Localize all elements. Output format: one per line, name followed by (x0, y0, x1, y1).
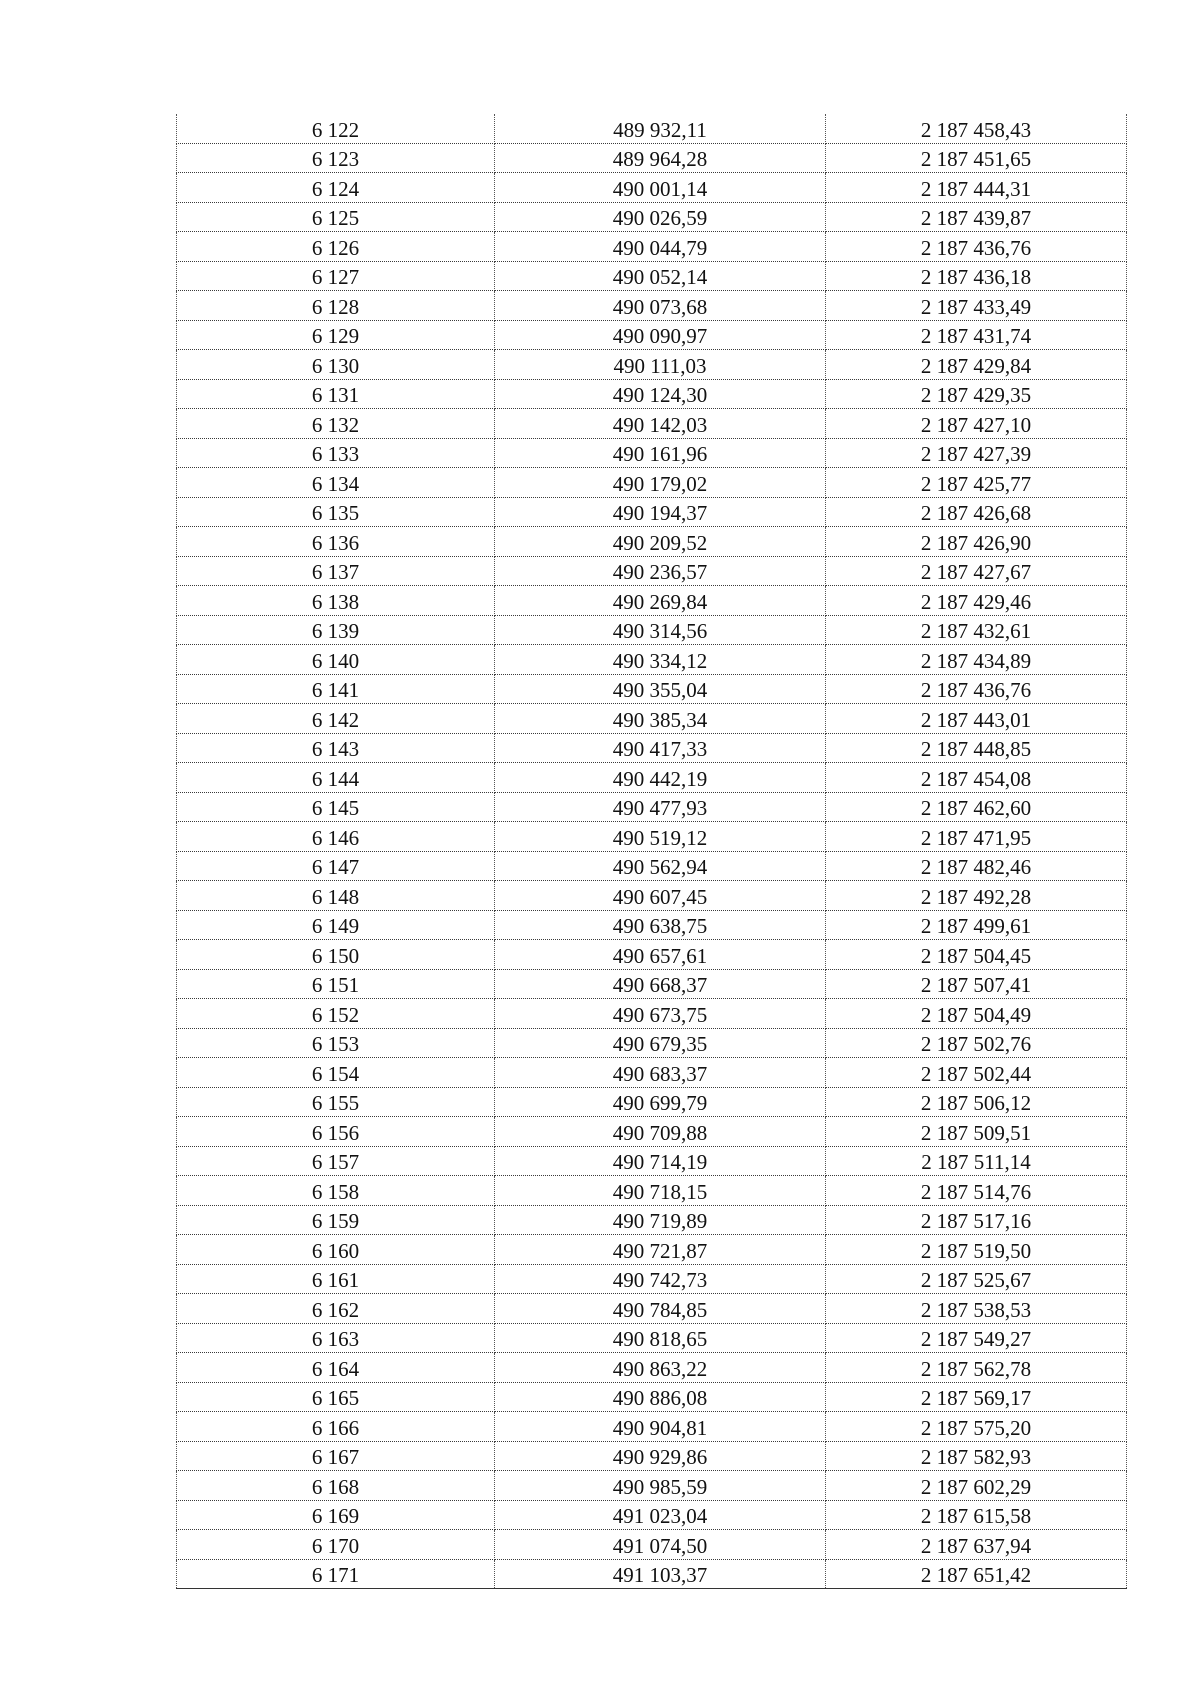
x-coordinate-cell: 490 124,30 (495, 379, 826, 409)
table-row (177, 1412, 1127, 1442)
x-coordinate-cell: 490 073,68 (495, 291, 826, 321)
table-row (177, 881, 1127, 911)
table-row (177, 586, 1127, 616)
point-number-cell: 6 130 (177, 350, 495, 380)
y-coordinate-cell: 2 187 514,76 (826, 1176, 1127, 1206)
x-coordinate-cell: 490 886,08 (495, 1382, 826, 1412)
y-coordinate-cell: 2 187 511,14 (826, 1146, 1127, 1176)
point-number-cell: 6 133 (177, 438, 495, 468)
point-number-cell: 6 154 (177, 1058, 495, 1088)
x-coordinate-cell: 490 442,19 (495, 763, 826, 793)
y-coordinate-cell: 2 187 506,12 (826, 1087, 1127, 1117)
point-number-cell: 6 136 (177, 527, 495, 557)
table-row (177, 1530, 1127, 1560)
table-row (177, 1087, 1127, 1117)
table-row (177, 733, 1127, 763)
point-number-cell: 6 157 (177, 1146, 495, 1176)
table-row (177, 822, 1127, 852)
x-coordinate-cell: 490 668,37 (495, 969, 826, 999)
table-row (177, 438, 1127, 468)
table-row (177, 1058, 1127, 1088)
table-row (177, 1471, 1127, 1501)
x-coordinate-cell: 490 818,65 (495, 1323, 826, 1353)
table-row (177, 1205, 1127, 1235)
point-number-cell: 6 159 (177, 1205, 495, 1235)
table-row (177, 202, 1127, 232)
y-coordinate-cell: 2 187 432,61 (826, 615, 1127, 645)
y-coordinate-cell: 2 187 425,77 (826, 468, 1127, 498)
point-number-cell: 6 131 (177, 379, 495, 409)
y-coordinate-cell: 2 187 602,29 (826, 1471, 1127, 1501)
x-coordinate-cell: 490 026,59 (495, 202, 826, 232)
x-coordinate-cell: 490 719,89 (495, 1205, 826, 1235)
table-row (177, 763, 1127, 793)
table-row (177, 232, 1127, 262)
point-number-cell: 6 128 (177, 291, 495, 321)
x-coordinate-cell: 490 334,12 (495, 645, 826, 675)
coordinates-table (176, 114, 1127, 1589)
table-row (177, 1028, 1127, 1058)
y-coordinate-cell: 2 187 429,46 (826, 586, 1127, 616)
x-coordinate-cell: 490 699,79 (495, 1087, 826, 1117)
table-row (177, 615, 1127, 645)
y-coordinate-cell: 2 187 504,49 (826, 999, 1127, 1029)
table-row (177, 379, 1127, 409)
table-row (177, 1441, 1127, 1471)
y-coordinate-cell: 2 187 462,60 (826, 792, 1127, 822)
y-coordinate-cell: 2 187 436,76 (826, 674, 1127, 704)
x-coordinate-cell: 490 269,84 (495, 586, 826, 616)
point-number-cell: 6 153 (177, 1028, 495, 1058)
y-coordinate-cell: 2 187 433,49 (826, 291, 1127, 321)
y-coordinate-cell: 2 187 448,85 (826, 733, 1127, 763)
table-row (177, 1264, 1127, 1294)
x-coordinate-cell: 490 929,86 (495, 1441, 826, 1471)
y-coordinate-cell: 2 187 436,18 (826, 261, 1127, 291)
y-coordinate-cell: 2 187 575,20 (826, 1412, 1127, 1442)
x-coordinate-cell: 490 683,37 (495, 1058, 826, 1088)
point-number-cell: 6 165 (177, 1382, 495, 1412)
point-number-cell: 6 147 (177, 851, 495, 881)
x-coordinate-cell: 491 023,04 (495, 1500, 826, 1530)
table-row (177, 1382, 1127, 1412)
x-coordinate-cell: 490 209,52 (495, 527, 826, 557)
y-coordinate-cell: 2 187 517,16 (826, 1205, 1127, 1235)
y-coordinate-cell: 2 187 651,42 (826, 1559, 1127, 1589)
y-coordinate-cell: 2 187 458,43 (826, 114, 1127, 143)
point-number-cell: 6 132 (177, 409, 495, 439)
x-coordinate-cell: 490 721,87 (495, 1235, 826, 1265)
point-number-cell: 6 123 (177, 143, 495, 173)
table-row (177, 1146, 1127, 1176)
x-coordinate-cell: 490 355,04 (495, 674, 826, 704)
y-coordinate-cell: 2 187 525,67 (826, 1264, 1127, 1294)
point-number-cell: 6 141 (177, 674, 495, 704)
table-row (177, 320, 1127, 350)
x-coordinate-cell: 490 607,45 (495, 881, 826, 911)
point-number-cell: 6 161 (177, 1264, 495, 1294)
y-coordinate-cell: 2 187 436,76 (826, 232, 1127, 262)
point-number-cell: 6 125 (177, 202, 495, 232)
x-coordinate-cell: 490 562,94 (495, 851, 826, 881)
y-coordinate-cell: 2 187 444,31 (826, 173, 1127, 203)
point-number-cell: 6 137 (177, 556, 495, 586)
y-coordinate-cell: 2 187 431,74 (826, 320, 1127, 350)
y-coordinate-cell: 2 187 429,35 (826, 379, 1127, 409)
table-row (177, 350, 1127, 380)
y-coordinate-cell: 2 187 507,41 (826, 969, 1127, 999)
table-row (177, 1294, 1127, 1324)
table-row (177, 556, 1127, 586)
x-coordinate-cell: 489 932,11 (495, 114, 826, 143)
table-row (177, 261, 1127, 291)
point-number-cell: 6 122 (177, 114, 495, 143)
point-number-cell: 6 139 (177, 615, 495, 645)
point-number-cell: 6 163 (177, 1323, 495, 1353)
x-coordinate-cell: 490 519,12 (495, 822, 826, 852)
x-coordinate-cell: 491 074,50 (495, 1530, 826, 1560)
coordinates-table-body (177, 114, 1127, 1589)
y-coordinate-cell: 2 187 549,27 (826, 1323, 1127, 1353)
point-number-cell: 6 152 (177, 999, 495, 1029)
point-number-cell: 6 146 (177, 822, 495, 852)
table-row (177, 114, 1127, 143)
x-coordinate-cell: 490 385,34 (495, 704, 826, 734)
y-coordinate-cell: 2 187 519,50 (826, 1235, 1127, 1265)
table-row (177, 1176, 1127, 1206)
y-coordinate-cell: 2 187 482,46 (826, 851, 1127, 881)
point-number-cell: 6 162 (177, 1294, 495, 1324)
x-coordinate-cell: 490 052,14 (495, 261, 826, 291)
y-coordinate-cell: 2 187 434,89 (826, 645, 1127, 675)
point-number-cell: 6 126 (177, 232, 495, 262)
point-number-cell: 6 158 (177, 1176, 495, 1206)
table-row (177, 645, 1127, 675)
y-coordinate-cell: 2 187 492,28 (826, 881, 1127, 911)
table-row (177, 1500, 1127, 1530)
table-row (177, 497, 1127, 527)
x-coordinate-cell: 490 194,37 (495, 497, 826, 527)
table-row (177, 1117, 1127, 1147)
y-coordinate-cell: 2 187 427,67 (826, 556, 1127, 586)
point-number-cell: 6 140 (177, 645, 495, 675)
x-coordinate-cell: 490 714,19 (495, 1146, 826, 1176)
point-number-cell: 6 134 (177, 468, 495, 498)
point-number-cell: 6 155 (177, 1087, 495, 1117)
x-coordinate-cell: 490 742,73 (495, 1264, 826, 1294)
y-coordinate-cell: 2 187 443,01 (826, 704, 1127, 734)
y-coordinate-cell: 2 187 426,90 (826, 527, 1127, 557)
table-row (177, 1323, 1127, 1353)
point-number-cell: 6 169 (177, 1500, 495, 1530)
y-coordinate-cell: 2 187 504,45 (826, 940, 1127, 970)
x-coordinate-cell: 490 236,57 (495, 556, 826, 586)
x-coordinate-cell: 490 090,97 (495, 320, 826, 350)
point-number-cell: 6 142 (177, 704, 495, 734)
table-row (177, 1235, 1127, 1265)
point-number-cell: 6 148 (177, 881, 495, 911)
x-coordinate-cell: 490 784,85 (495, 1294, 826, 1324)
x-coordinate-cell: 490 718,15 (495, 1176, 826, 1206)
point-number-cell: 6 143 (177, 733, 495, 763)
y-coordinate-cell: 2 187 502,76 (826, 1028, 1127, 1058)
y-coordinate-cell: 2 187 427,10 (826, 409, 1127, 439)
point-number-cell: 6 171 (177, 1559, 495, 1589)
y-coordinate-cell: 2 187 538,53 (826, 1294, 1127, 1324)
point-number-cell: 6 127 (177, 261, 495, 291)
point-number-cell: 6 168 (177, 1471, 495, 1501)
x-coordinate-cell: 489 964,28 (495, 143, 826, 173)
table-row (177, 792, 1127, 822)
point-number-cell: 6 170 (177, 1530, 495, 1560)
x-coordinate-cell: 490 638,75 (495, 910, 826, 940)
x-coordinate-cell: 490 904,81 (495, 1412, 826, 1442)
table-row (177, 704, 1127, 734)
point-number-cell: 6 145 (177, 792, 495, 822)
x-coordinate-cell: 490 179,02 (495, 468, 826, 498)
x-coordinate-cell: 490 679,35 (495, 1028, 826, 1058)
table-row (177, 969, 1127, 999)
table-row (177, 1559, 1127, 1589)
table-row (177, 468, 1127, 498)
table-row (177, 999, 1127, 1029)
point-number-cell: 6 150 (177, 940, 495, 970)
x-coordinate-cell: 490 161,96 (495, 438, 826, 468)
point-number-cell: 6 151 (177, 969, 495, 999)
table-row (177, 173, 1127, 203)
table-row (177, 291, 1127, 321)
x-coordinate-cell: 490 985,59 (495, 1471, 826, 1501)
y-coordinate-cell: 2 187 426,68 (826, 497, 1127, 527)
x-coordinate-cell: 490 001,14 (495, 173, 826, 203)
y-coordinate-cell: 2 187 427,39 (826, 438, 1127, 468)
y-coordinate-cell: 2 187 454,08 (826, 763, 1127, 793)
point-number-cell: 6 124 (177, 173, 495, 203)
point-number-cell: 6 156 (177, 1117, 495, 1147)
y-coordinate-cell: 2 187 509,51 (826, 1117, 1127, 1147)
table-row (177, 143, 1127, 173)
table-row (177, 940, 1127, 970)
y-coordinate-cell: 2 187 582,93 (826, 1441, 1127, 1471)
x-coordinate-cell: 490 709,88 (495, 1117, 826, 1147)
table-row (177, 409, 1127, 439)
x-coordinate-cell: 490 314,56 (495, 615, 826, 645)
table-row (177, 674, 1127, 704)
point-number-cell: 6 135 (177, 497, 495, 527)
x-coordinate-cell: 490 044,79 (495, 232, 826, 262)
x-coordinate-cell: 490 863,22 (495, 1353, 826, 1383)
y-coordinate-cell: 2 187 562,78 (826, 1353, 1127, 1383)
x-coordinate-cell: 490 657,61 (495, 940, 826, 970)
x-coordinate-cell: 490 673,75 (495, 999, 826, 1029)
table-row (177, 851, 1127, 881)
point-number-cell: 6 129 (177, 320, 495, 350)
point-number-cell: 6 166 (177, 1412, 495, 1442)
y-coordinate-cell: 2 187 569,17 (826, 1382, 1127, 1412)
x-coordinate-cell: 491 103,37 (495, 1559, 826, 1589)
y-coordinate-cell: 2 187 451,65 (826, 143, 1127, 173)
x-coordinate-cell: 490 142,03 (495, 409, 826, 439)
point-number-cell: 6 144 (177, 763, 495, 793)
point-number-cell: 6 138 (177, 586, 495, 616)
x-coordinate-cell: 490 417,33 (495, 733, 826, 763)
y-coordinate-cell: 2 187 429,84 (826, 350, 1127, 380)
x-coordinate-cell: 490 111,03 (495, 350, 826, 380)
y-coordinate-cell: 2 187 499,61 (826, 910, 1127, 940)
point-number-cell: 6 149 (177, 910, 495, 940)
table-row (177, 910, 1127, 940)
y-coordinate-cell: 2 187 471,95 (826, 822, 1127, 852)
table-row (177, 527, 1127, 557)
table-row (177, 1353, 1127, 1383)
y-coordinate-cell: 2 187 439,87 (826, 202, 1127, 232)
y-coordinate-cell: 2 187 637,94 (826, 1530, 1127, 1560)
x-coordinate-cell: 490 477,93 (495, 792, 826, 822)
y-coordinate-cell: 2 187 615,58 (826, 1500, 1127, 1530)
y-coordinate-cell: 2 187 502,44 (826, 1058, 1127, 1088)
point-number-cell: 6 167 (177, 1441, 495, 1471)
point-number-cell: 6 164 (177, 1353, 495, 1383)
point-number-cell: 6 160 (177, 1235, 495, 1265)
